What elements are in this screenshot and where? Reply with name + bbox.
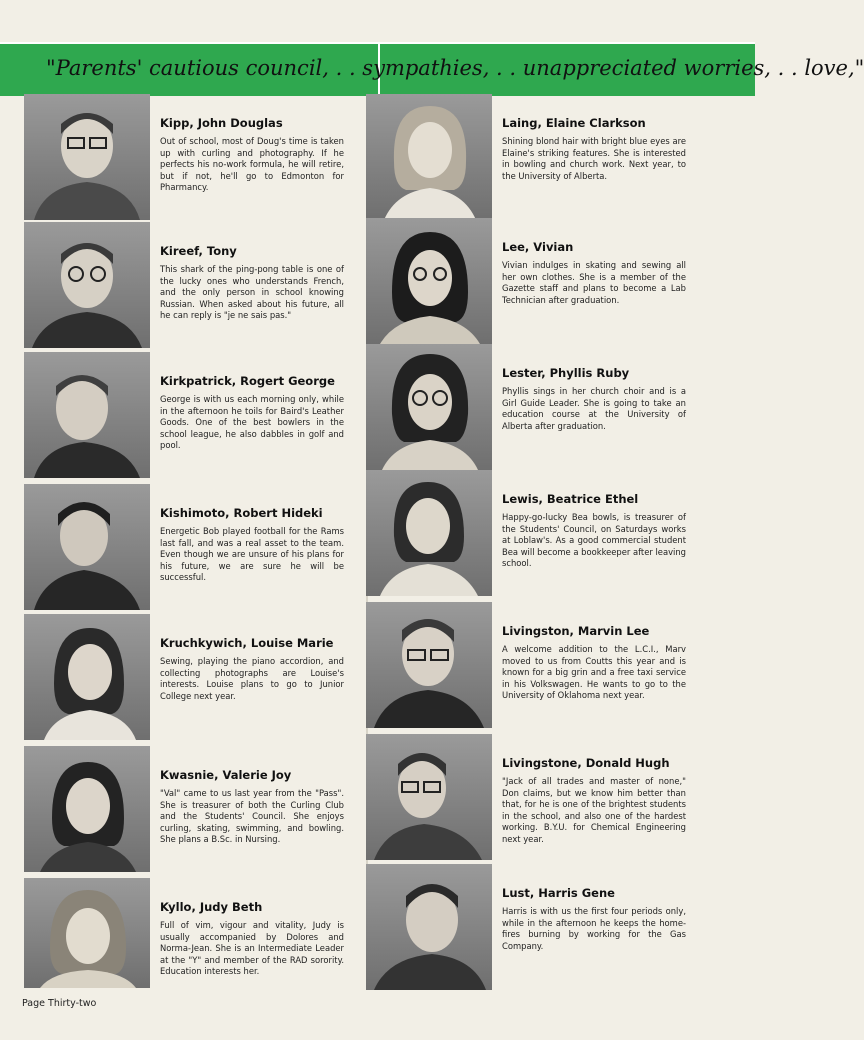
banner-quote: "Parents' cautious council, . . sympathies, . . unappreciated worries, . . love," bbox=[46, 56, 864, 80]
student-photo bbox=[366, 94, 492, 220]
portrait-placeholder bbox=[366, 94, 492, 220]
quote-banner bbox=[0, 42, 864, 96]
student-bio: Phyllis sings in her church choir and is a Girl Guide Leader. She is going to take an education course at the University of Alberta after graduation. bbox=[502, 386, 686, 431]
student-name: Livingstone, Donald Hugh bbox=[502, 756, 670, 770]
portrait-placeholder bbox=[24, 94, 150, 220]
student-bio: Harris is with us the first four periods only, while in the afternoon he keeps the home-fires burning by working for the Gas Company. bbox=[502, 906, 686, 951]
student-name: Kwasnie, Valerie Joy bbox=[160, 768, 292, 782]
student-name: Kishimoto, Robert Hideki bbox=[160, 506, 323, 520]
student-bio: "Jack of all trades and master of none," Don claims, but we know him better than that, for he is one of the brightest students in the school, and also one of the hardest working. B.Y.U. for Chemical Engineering next year. bbox=[502, 776, 686, 844]
student-photo bbox=[24, 94, 150, 220]
student-name: Lee, Vivian bbox=[502, 240, 574, 254]
student-bio: George is with us each morning only, while in the afternoon he toils for Baird's Leather Goods. One of the best bowlers in the school league, he also dabbles in golf and pool. bbox=[160, 394, 344, 451]
student-photo bbox=[366, 864, 492, 990]
student-photo bbox=[24, 222, 150, 348]
student-photo bbox=[24, 614, 150, 740]
portrait-placeholder bbox=[24, 352, 150, 478]
student-name: Kipp, John Douglas bbox=[160, 116, 283, 130]
page-number: Page Thirty-two bbox=[22, 998, 97, 1009]
student-bio: Out of school, most of Doug's time is taken up with curling and photography. If he perfects his no-work formula, he will retire, but if not, he'll go to Edmonton for Pharmancy. bbox=[160, 136, 344, 193]
student-photo bbox=[366, 470, 492, 596]
student-photo bbox=[24, 746, 150, 872]
student-name: Lust, Harris Gene bbox=[502, 886, 615, 900]
portrait-placeholder bbox=[366, 470, 492, 596]
student-bio: Happy-go-lucky Bea bowls, is treasurer of the Students' Council, on Saturdays works at Loblaw's. As a good commercial student Bea will become a bookkeeper after leaving school. bbox=[502, 512, 686, 569]
portrait-placeholder bbox=[366, 734, 492, 860]
student-bio: Sewing, playing the piano accordion, and collecting photographs are Louise's interests. Louise plans to go to Junior College next year. bbox=[160, 656, 344, 701]
student-bio: This shark of the ping-pong table is one of the lucky ones who understands French, and the only person in school knowing Russian. When asked about his future, all he can reply is "je ne sais pas." bbox=[160, 264, 344, 321]
student-bio: Vivian indulges in skating and sewing all her own clothes. She is a member of the Gazette staff and plans to become a Lab Technician after graduation. bbox=[502, 260, 686, 305]
student-photo bbox=[366, 734, 492, 860]
student-photo bbox=[24, 878, 150, 988]
student-photo bbox=[366, 218, 492, 344]
portrait-placeholder bbox=[24, 614, 150, 740]
student-name: Kireef, Tony bbox=[160, 244, 237, 258]
student-photo bbox=[24, 484, 150, 610]
portrait-placeholder bbox=[366, 218, 492, 344]
student-name: Livingston, Marvin Lee bbox=[502, 624, 650, 638]
portrait-placeholder bbox=[366, 602, 492, 728]
student-name: Lewis, Beatrice Ethel bbox=[502, 492, 639, 506]
student-bio: Shining blond hair with bright blue eyes are Elaine's striking features. She is interested in bowling and church work. Next year, to the University of Alberta. bbox=[502, 136, 686, 181]
student-bio: "Val" came to us last year from the "Pass". She is treasurer of both the Curling Club and the Students' Council. She enjoys curling, skating, swimming, and bowling. She plans a B.Sc. in Nursing. bbox=[160, 788, 344, 845]
student-name: Lester, Phyllis Ruby bbox=[502, 366, 630, 380]
student-name: Kruchkywich, Louise Marie bbox=[160, 636, 334, 650]
student-photo bbox=[366, 344, 492, 470]
student-name: Kirkpatrick, Rogert George bbox=[160, 374, 335, 388]
student-bio: Energetic Bob played football for the Rams last fall, and was a real asset to the team. Even though we are unsure of his plans for his future, we are sure he will be successful. bbox=[160, 526, 344, 583]
student-name: Laing, Elaine Clarkson bbox=[502, 116, 646, 130]
portrait-placeholder bbox=[24, 484, 150, 610]
portrait-placeholder bbox=[366, 344, 492, 470]
portrait-placeholder bbox=[366, 864, 492, 990]
portrait-placeholder bbox=[24, 222, 150, 348]
student-bio: Full of vim, vigour and vitality, Judy is usually accompanied by Dolores and Norma-Jean. She is an Intermediate Leader at the "Y" and member of the RAD sorority. Education interests her. bbox=[160, 920, 344, 977]
student-photo bbox=[366, 602, 492, 728]
portrait-placeholder bbox=[24, 878, 150, 988]
student-name: Kyllo, Judy Beth bbox=[160, 900, 263, 914]
portrait-placeholder bbox=[24, 746, 150, 872]
student-photo bbox=[24, 352, 150, 478]
student-bio: A welcome addition to the L.C.I., Marv moved to us from Coutts this year and is known for a big grin and a free taxi service in his Volkswagen. He wants to go to the University of Oklahoma next year. bbox=[502, 644, 686, 701]
